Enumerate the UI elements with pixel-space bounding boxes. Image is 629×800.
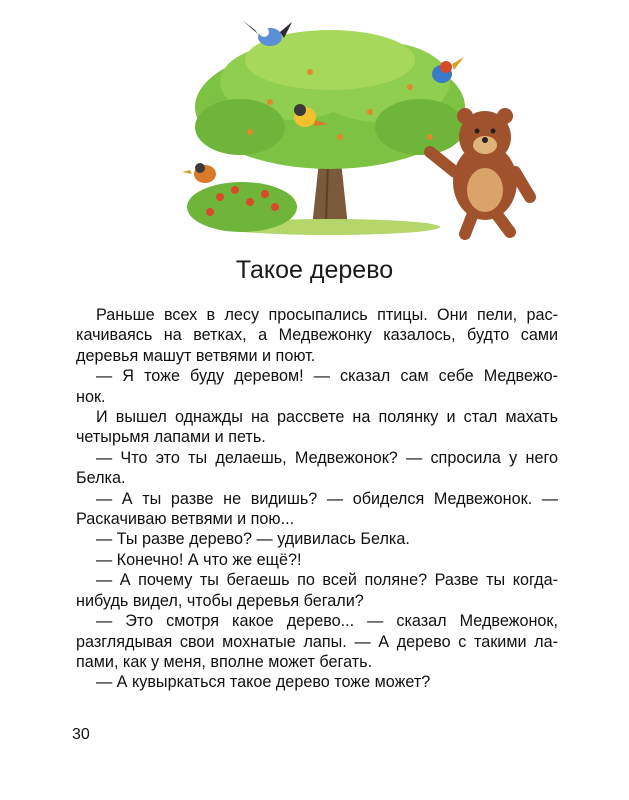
text-line: — Конечно! А что же ещё?! bbox=[96, 550, 302, 569]
text-line: нибудь видел, чтобы деревья бегали? bbox=[76, 591, 364, 610]
text-line: деревья машут ветвями и поют. bbox=[76, 346, 316, 365]
story-text bbox=[76, 305, 558, 693]
tree-crown bbox=[195, 30, 465, 169]
text-line: — А кувыркаться такое дерево тоже может? bbox=[96, 673, 431, 692]
text-line: — Ты разве дерево? — удивилась Белка. bbox=[96, 530, 410, 549]
text-line: Белка. bbox=[76, 469, 126, 488]
text-line: нок. bbox=[76, 387, 106, 406]
text-line: — Что это ты делаешь, Медвежонок? — спросила у него bbox=[96, 448, 558, 467]
text-line: И вышел однажды на рассвете на полянку и стал махать bbox=[96, 408, 558, 427]
text-line: — Это смотря какое дерево... — сказал Медвежонок, bbox=[96, 612, 558, 631]
text-line: четырьмя лапами и петь. bbox=[76, 428, 266, 447]
illustration-tree-bear-birds bbox=[180, 12, 540, 252]
berry-bush bbox=[187, 182, 297, 232]
text-line: пами, как у меня, вполне может бегать. bbox=[76, 652, 373, 671]
bird-left bbox=[182, 163, 216, 183]
text-line: разглядывая свои мохнатые лапы. — А дерево с такими ла- bbox=[76, 632, 558, 651]
text-line: качиваясь на ветках, а Медвежонку казалось, будто сами bbox=[76, 326, 558, 345]
text-line: — Я тоже буду деревом! — сказал сам себе Медвежо- bbox=[96, 367, 558, 386]
text-line: — А ты разве не видишь? — обиделся Медвежонок. — bbox=[96, 489, 558, 508]
text-line: — А почему ты бегаешь по всей поляне? Разве ты когда- bbox=[96, 571, 558, 590]
story-title: Такое дерево bbox=[235, 256, 394, 284]
page-number: 30 bbox=[72, 726, 90, 743]
text-line: Раньше всех в лесу просыпались птицы. Они пели, рас- bbox=[96, 306, 558, 324]
text-line: Раскачиваю ветвями и пою... bbox=[76, 510, 295, 529]
